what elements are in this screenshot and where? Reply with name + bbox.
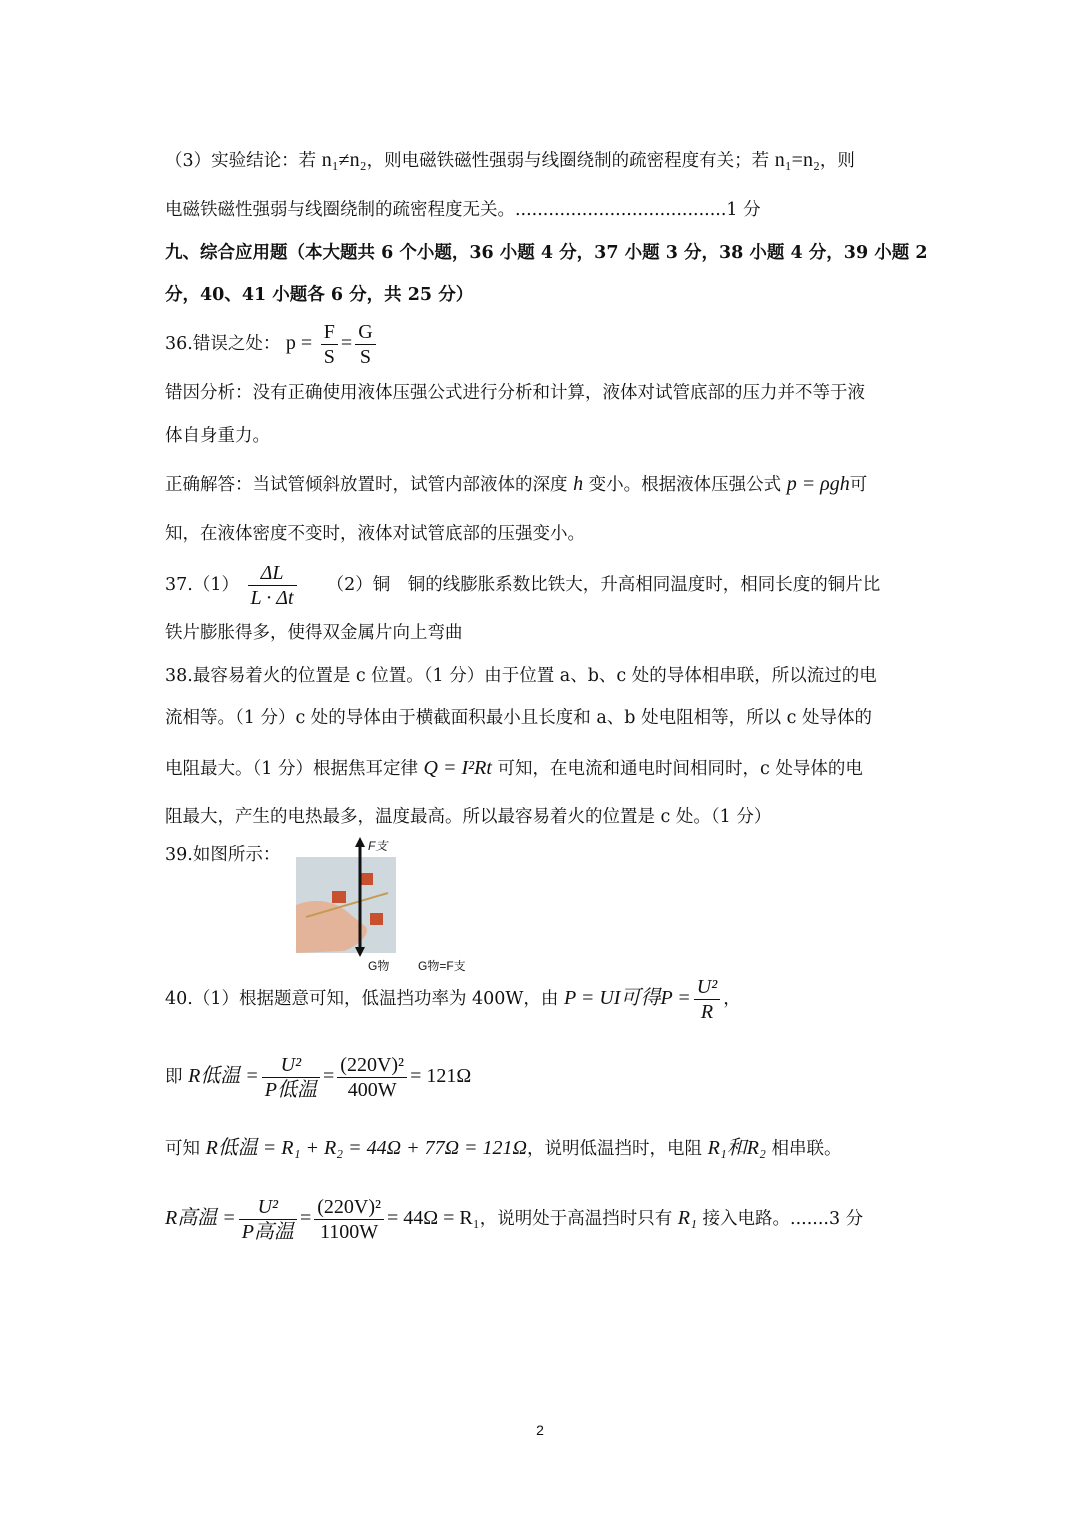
fraction-F-S: $\frac{F}{S}$: [321, 320, 338, 369]
q37-line2: 铁片膨胀得多，使得双金属片向上弯曲: [165, 623, 463, 643]
formula: = 44Ω = R₁: [386, 1207, 480, 1229]
q36-answer-2: 知，在液体密度不变时，液体对试管底部的压强变小。: [165, 524, 585, 544]
text: 36.错误之处：: [165, 334, 281, 354]
q36-answer-1: [165, 472, 867, 497]
text: 可: [849, 475, 868, 495]
q40-line4: [165, 1188, 863, 1249]
text: 40.（1）根据题意可知，低温挡功率为 400W，由: [165, 989, 564, 1009]
cube: [361, 873, 373, 885]
q36-error-analysis-2: 体自身重力。: [165, 426, 270, 446]
section-heading-line2: 分，40、41 小题各 6 分，共 25 分）: [165, 285, 474, 305]
text: ，: [723, 989, 741, 1009]
text: 相串联。: [765, 1139, 842, 1159]
label-g-object: G物: [368, 959, 390, 973]
formula: p =: [285, 332, 313, 354]
q38-line4: 阻最大，产生的电热最多，温度最高。所以最容易着火的位置是 c 处。（1 分）: [165, 807, 772, 827]
label-f-support: F支: [368, 839, 388, 853]
text: 可知，在电流和通电时间相同时，c 处导体的电: [491, 759, 863, 779]
text: 即: [165, 1067, 189, 1087]
text: （3）实验结论：若: [165, 151, 322, 171]
fraction-G-S: $\frac{G}{S}$: [355, 320, 375, 369]
fraction-220-400: $\frac{\text{(220V)²}}{400W}$: [337, 1053, 407, 1102]
q38-line3: [165, 756, 863, 781]
formula: =: [299, 1207, 312, 1229]
text: （2）铜 铜的线膨胀系数比铁大，升高相同温度时，相同长度的铜片比: [326, 575, 881, 595]
page-number: 2: [536, 1422, 544, 1438]
section-heading-line1: 九、综合应用题（本大题共 6 个小题，36 小题 4 分，37 小题 3 分，38 小题 4 分，39 小题 2: [165, 243, 928, 263]
text: 电阻最大。（1 分）根据焦耳定律: [165, 759, 424, 779]
formula: R高温 =: [165, 1207, 236, 1229]
text: 可知: [165, 1139, 206, 1159]
formula: h: [573, 473, 584, 495]
q36-error: [165, 318, 379, 369]
photo-svg: [296, 835, 496, 975]
text: ，说明处于高温挡时只有: [479, 1209, 678, 1229]
q36-error-analysis-1: 错因分析：没有正确使用液体压强公式进行分析和计算，液体对试管底部的压力并不等于液: [165, 383, 865, 403]
formula: P = UI可得P =: [563, 987, 691, 1009]
formula: R₁和R₂: [707, 1137, 766, 1159]
q38-line1: 38.最容易着火的位置是 c 位置。（1 分）由于位置 a、b、c 处的导体相串联，所以流过的电: [165, 666, 877, 686]
cube: [332, 891, 346, 903]
text: 变小。根据液体压强公式: [583, 475, 787, 495]
q40-line3: [165, 1136, 841, 1161]
label-g-equals-f: G物=F支: [418, 959, 466, 973]
q40-line1: [165, 968, 741, 1029]
q37-line1: [165, 560, 880, 610]
fraction-U2-R: $\frac{\text{U²}}{R}$: [694, 975, 720, 1024]
force-diagram-photo: [296, 835, 496, 975]
formula: R低温 = R₁ + R₂ = 44Ω + 77Ω = 121Ω: [205, 1137, 528, 1159]
formula: =: [323, 1065, 335, 1087]
q35-conclusion-line1: [165, 148, 855, 173]
formula: = 121Ω: [410, 1065, 472, 1087]
formula: Q = I²Rt: [423, 757, 492, 779]
formula: =: [340, 332, 353, 354]
fraction-U2-Plow: $\frac{\text{U²}}{\text{P低温}}$: [262, 1053, 320, 1102]
q40-line2: [165, 1046, 471, 1107]
formula: p = ρgh: [786, 473, 850, 495]
fraction-220-1100: $\frac{\text{(220V)²}}{1100W}$: [314, 1195, 384, 1244]
formula: R₁: [677, 1207, 697, 1229]
fraction-dL-LdT: $\frac{\Delta L}{L \cdot \Delta t}$: [248, 561, 297, 610]
text: ，说明低温挡时，电阻: [527, 1139, 708, 1159]
text: 正确解答：当试管倾斜放置时，试管内部液体的深度: [165, 475, 574, 495]
q38-line2: 流相等。（1 分）c 处的导体由于横截面积最小且长度和 a、b 处电阻相等，所以 c 处导体的: [165, 708, 872, 728]
text: ，则电磁铁磁性强弱与线圈绕制的疏密程度有关；若: [366, 151, 775, 171]
text: 37.（1）: [165, 575, 239, 595]
text: ，则: [819, 151, 855, 171]
formula: R低温 =: [188, 1065, 259, 1087]
q35-conclusion-line2: 电磁铁磁性强弱与线圈绕制的疏密程度无关。......................................1 分: [165, 200, 761, 220]
formula: n₁≠n₂: [321, 149, 367, 171]
q39-label: 39.如图所示：: [165, 845, 281, 865]
fraction-U2-Phigh: $\frac{\text{U²}}{\text{P高温}}$: [239, 1195, 297, 1244]
formula: n₁=n₂: [774, 149, 820, 171]
cube: [370, 913, 383, 925]
up-arrow-icon: [355, 837, 365, 847]
text: 接入电路。.......3 分: [696, 1209, 864, 1229]
